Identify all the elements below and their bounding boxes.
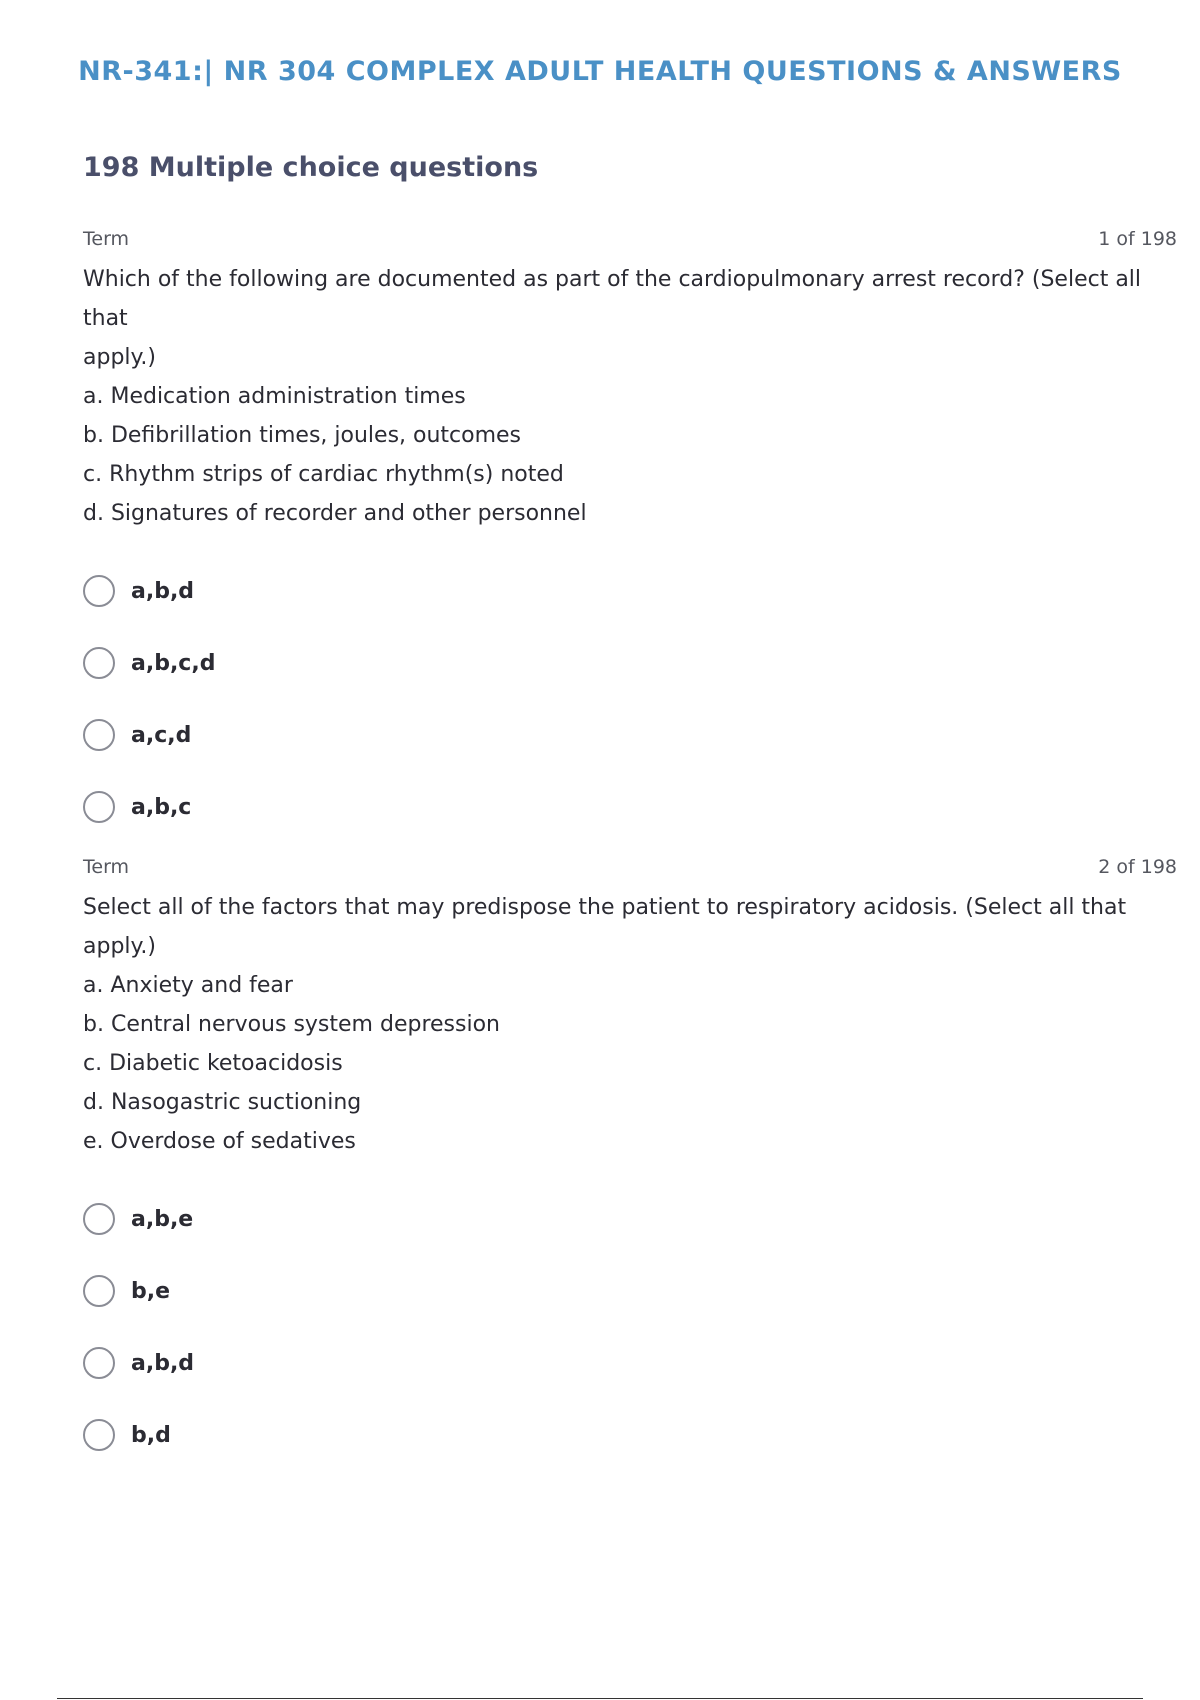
term-header: [83, 228, 1177, 258]
answer-option[interactable]: [83, 1255, 1177, 1327]
choice-line: b. Central nervous system depression: [83, 1012, 500, 1037]
option-label: a,b,e: [131, 1206, 194, 1232]
option-label: a,c,d: [131, 722, 192, 748]
document-title: NR-341:| NR 304 COMPLEX ADULT HEALTH QUESTIONS & ANSWERS: [78, 56, 1122, 87]
question-counter: 2 of 198: [1098, 856, 1177, 878]
question-stem: [83, 260, 1177, 533]
choice-line: b. Defibrillation times, joules, outcomes: [83, 423, 522, 448]
term-label: Term: [83, 228, 130, 250]
question-stem: [83, 888, 1177, 1161]
radio-button[interactable]: [83, 1347, 115, 1379]
option-label: a,b,c: [131, 794, 192, 820]
choice-line: a. Medication administration times: [83, 384, 466, 409]
radio-button[interactable]: [83, 647, 115, 679]
answer-option[interactable]: [83, 771, 1177, 843]
choice-line: c. Rhythm strips of cardiac rhythm(s) noted: [83, 462, 564, 487]
radio-button[interactable]: [83, 1275, 115, 1307]
answer-option[interactable]: [83, 699, 1177, 771]
question-count-heading: 198 Multiple choice questions: [83, 152, 539, 183]
stem-line: apply.): [83, 345, 156, 370]
question-counter: 1 of 198: [1098, 228, 1177, 250]
choice-line: d. Nasogastric suctioning: [83, 1090, 362, 1115]
answer-option[interactable]: [83, 555, 1177, 627]
question-card: [83, 856, 1177, 1471]
question-card: [83, 228, 1177, 843]
answer-options: [83, 1183, 1177, 1471]
term-label: Term: [83, 856, 130, 878]
answer-option[interactable]: [83, 1183, 1177, 1255]
choice-line: c. Diabetic ketoacidosis: [83, 1051, 343, 1076]
choice-line: a. Anxiety and fear: [83, 973, 293, 998]
radio-button[interactable]: [83, 1419, 115, 1451]
term-header: [83, 856, 1177, 886]
radio-button[interactable]: [83, 1203, 115, 1235]
choice-line: d. Signatures of recorder and other personnel: [83, 501, 587, 526]
stem-line: apply.): [83, 934, 156, 959]
radio-button[interactable]: [83, 791, 115, 823]
option-label: a,b,d: [131, 1350, 195, 1376]
option-label: a,b,d: [131, 578, 195, 604]
footer-divider: [57, 1698, 1143, 1699]
answer-option[interactable]: [83, 1399, 1177, 1471]
radio-button[interactable]: [83, 575, 115, 607]
radio-button[interactable]: [83, 719, 115, 751]
stem-line: Select all of the factors that may predispose the patient to respiratory acidosis. (Select all that: [83, 895, 1127, 920]
answer-option[interactable]: [83, 1327, 1177, 1399]
answer-option[interactable]: [83, 627, 1177, 699]
stem-line: Which of the following are documented as part of the cardiopulmonary arrest record? (Select all: [83, 267, 1142, 292]
answer-options: [83, 555, 1177, 843]
option-label: b,e: [131, 1278, 171, 1304]
option-label: b,d: [131, 1422, 171, 1448]
stem-line: that: [83, 306, 128, 331]
choice-line: e. Overdose of sedatives: [83, 1129, 356, 1154]
option-label: a,b,c,d: [131, 650, 216, 676]
